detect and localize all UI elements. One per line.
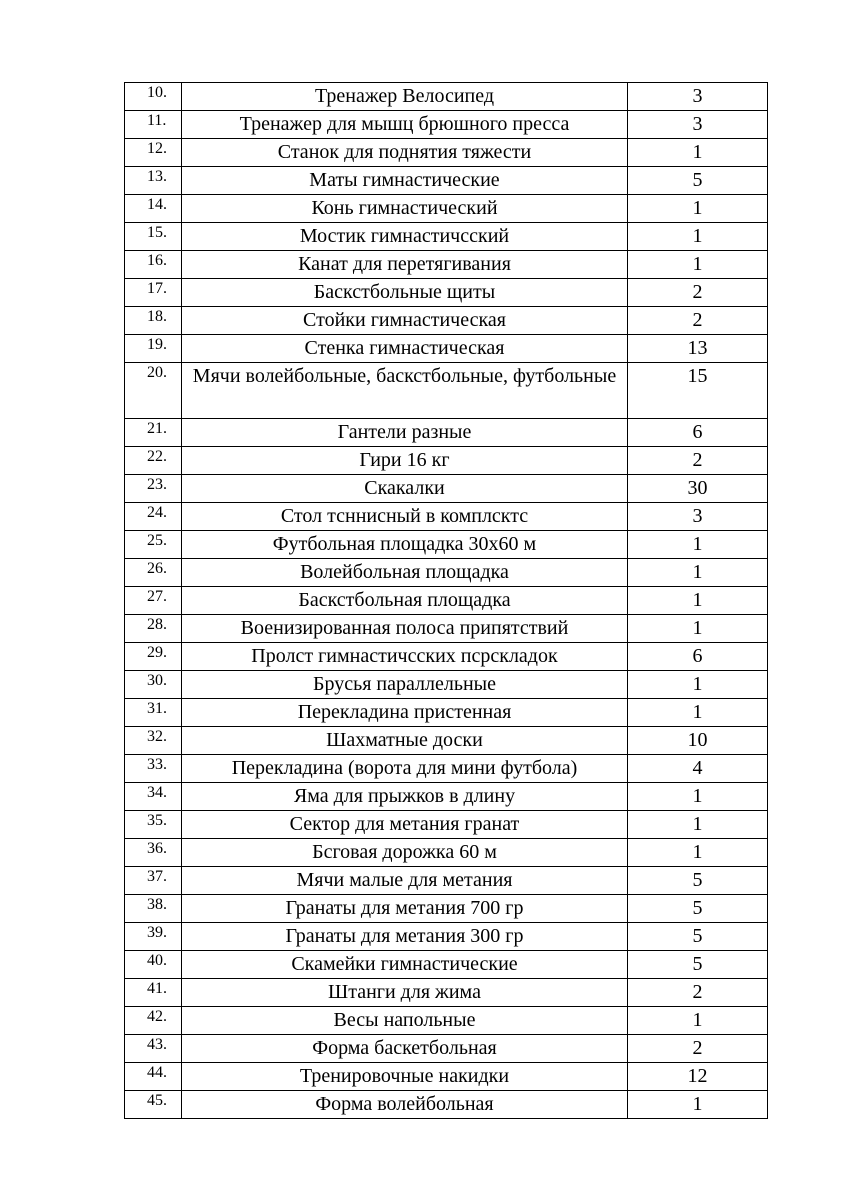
item-name: Тренажер для мышц брюшного пресса <box>182 111 628 139</box>
row-number: 17. <box>125 279 182 307</box>
item-name: Гранаты для метания 700 гр <box>182 895 628 923</box>
item-name: Яма для прыжков в длину <box>182 783 628 811</box>
item-name: Тренировочные накидки <box>182 1063 628 1091</box>
row-number: 38. <box>125 895 182 923</box>
item-quantity: 2 <box>628 447 768 475</box>
item-name: Перекладина (ворота для мини футбола) <box>182 755 628 783</box>
item-name: Мячи волейбольные, баскстбольные, футбольные <box>182 363 628 419</box>
item-quantity: 1 <box>628 223 768 251</box>
equipment-table-body <box>125 83 768 1119</box>
table-row <box>125 251 768 279</box>
table-row <box>125 531 768 559</box>
item-quantity: 5 <box>628 951 768 979</box>
row-number: 22. <box>125 447 182 475</box>
table-row <box>125 699 768 727</box>
row-number: 36. <box>125 839 182 867</box>
row-number: 43. <box>125 1035 182 1063</box>
item-quantity: 1 <box>628 783 768 811</box>
row-number: 37. <box>125 867 182 895</box>
row-number: 42. <box>125 1007 182 1035</box>
table-row <box>125 475 768 503</box>
row-number: 30. <box>125 671 182 699</box>
item-name: Военизированная полоса припятствий <box>182 615 628 643</box>
item-quantity: 2 <box>628 979 768 1007</box>
table-row <box>125 307 768 335</box>
item-name: Баскстбольные щиты <box>182 279 628 307</box>
item-name: Стенка гимнастическая <box>182 335 628 363</box>
row-number: 35. <box>125 811 182 839</box>
item-quantity: 3 <box>628 83 768 111</box>
table-row <box>125 839 768 867</box>
row-number: 16. <box>125 251 182 279</box>
item-quantity: 5 <box>628 895 768 923</box>
table-row <box>125 643 768 671</box>
item-quantity: 2 <box>628 1035 768 1063</box>
item-quantity: 5 <box>628 867 768 895</box>
item-name: Весы напольные <box>182 1007 628 1035</box>
item-name: Стол тсннисный в комплсктс <box>182 503 628 531</box>
item-name: Форма баскетбольная <box>182 1035 628 1063</box>
table-row <box>125 335 768 363</box>
table-row <box>125 587 768 615</box>
row-number: 19. <box>125 335 182 363</box>
table-row <box>125 419 768 447</box>
row-number: 12. <box>125 139 182 167</box>
row-number: 18. <box>125 307 182 335</box>
row-number: 15. <box>125 223 182 251</box>
item-quantity: 5 <box>628 923 768 951</box>
item-name: Станок для поднятия тяжести <box>182 139 628 167</box>
item-quantity: 6 <box>628 643 768 671</box>
item-name: Мячи малые для метания <box>182 867 628 895</box>
table-row <box>125 951 768 979</box>
item-quantity: 13 <box>628 335 768 363</box>
row-number: 45. <box>125 1091 182 1119</box>
table-row <box>125 503 768 531</box>
table-row <box>125 979 768 1007</box>
table-row <box>125 447 768 475</box>
item-name: Форма волейбольная <box>182 1091 628 1119</box>
table-row <box>125 783 768 811</box>
equipment-table <box>124 82 768 1119</box>
item-name: Баскстбольная площадка <box>182 587 628 615</box>
table-row <box>125 167 768 195</box>
table-row <box>125 1007 768 1035</box>
row-number: 27. <box>125 587 182 615</box>
item-name: Бсговая дорожка 60 м <box>182 839 628 867</box>
item-quantity: 5 <box>628 167 768 195</box>
table-row <box>125 279 768 307</box>
item-quantity: 1 <box>628 559 768 587</box>
item-name: Гири 16 кг <box>182 447 628 475</box>
item-quantity: 1 <box>628 811 768 839</box>
item-quantity: 3 <box>628 503 768 531</box>
item-quantity: 3 <box>628 111 768 139</box>
table-row <box>125 1091 768 1119</box>
item-quantity: 12 <box>628 1063 768 1091</box>
row-number: 28. <box>125 615 182 643</box>
row-number: 24. <box>125 503 182 531</box>
row-number: 10. <box>125 83 182 111</box>
item-quantity: 2 <box>628 279 768 307</box>
table-row <box>125 755 768 783</box>
item-name: Тренажер Велосипед <box>182 83 628 111</box>
table-row <box>125 811 768 839</box>
item-quantity: 1 <box>628 195 768 223</box>
table-row <box>125 1063 768 1091</box>
row-number: 20. <box>125 363 182 419</box>
table-row <box>125 195 768 223</box>
item-quantity: 10 <box>628 727 768 755</box>
item-quantity: 1 <box>628 1007 768 1035</box>
item-quantity: 1 <box>628 587 768 615</box>
item-name: Шахматные доски <box>182 727 628 755</box>
row-number: 31. <box>125 699 182 727</box>
row-number: 11. <box>125 111 182 139</box>
item-quantity: 6 <box>628 419 768 447</box>
item-name: Гранаты для метания 300 гр <box>182 923 628 951</box>
item-quantity: 2 <box>628 307 768 335</box>
row-number: 23. <box>125 475 182 503</box>
item-name: Конь гимнастический <box>182 195 628 223</box>
item-name: Волейбольная площадка <box>182 559 628 587</box>
table-row <box>125 223 768 251</box>
item-quantity: 15 <box>628 363 768 419</box>
item-quantity: 1 <box>628 615 768 643</box>
row-number: 32. <box>125 727 182 755</box>
item-quantity: 1 <box>628 531 768 559</box>
table-row <box>125 559 768 587</box>
item-name: Футбольная площадка 30х60 м <box>182 531 628 559</box>
item-name: Перекладина пристенная <box>182 699 628 727</box>
item-quantity: 4 <box>628 755 768 783</box>
table-row <box>125 1035 768 1063</box>
row-number: 26. <box>125 559 182 587</box>
table-row <box>125 363 768 419</box>
item-quantity: 1 <box>628 671 768 699</box>
table-row <box>125 895 768 923</box>
table-row <box>125 727 768 755</box>
table-row <box>125 139 768 167</box>
item-name: Сектор для метания гранат <box>182 811 628 839</box>
item-name: Брусья параллельные <box>182 671 628 699</box>
row-number: 41. <box>125 979 182 1007</box>
row-number: 13. <box>125 167 182 195</box>
row-number: 21. <box>125 419 182 447</box>
item-quantity: 1 <box>628 251 768 279</box>
item-name: Маты гимнастические <box>182 167 628 195</box>
row-number: 14. <box>125 195 182 223</box>
item-name: Канат для перетягивания <box>182 251 628 279</box>
table-row <box>125 923 768 951</box>
item-name: Стойки гимнастическая <box>182 307 628 335</box>
item-name: Гантели разные <box>182 419 628 447</box>
table-row <box>125 83 768 111</box>
table-row <box>125 111 768 139</box>
row-number: 33. <box>125 755 182 783</box>
table-row <box>125 671 768 699</box>
row-number: 44. <box>125 1063 182 1091</box>
row-number: 39. <box>125 923 182 951</box>
item-name: Штанги для жима <box>182 979 628 1007</box>
row-number: 40. <box>125 951 182 979</box>
item-quantity: 1 <box>628 699 768 727</box>
row-number: 25. <box>125 531 182 559</box>
item-quantity: 1 <box>628 139 768 167</box>
item-quantity: 1 <box>628 1091 768 1119</box>
item-quantity: 1 <box>628 839 768 867</box>
row-number: 34. <box>125 783 182 811</box>
item-name: Пролст гимнастичсских псрскладок <box>182 643 628 671</box>
table-row <box>125 867 768 895</box>
item-name: Скамейки гимнастические <box>182 951 628 979</box>
item-name: Скакалки <box>182 475 628 503</box>
item-name: Мостик гимнастичсский <box>182 223 628 251</box>
row-number: 29. <box>125 643 182 671</box>
item-quantity: 30 <box>628 475 768 503</box>
table-row <box>125 615 768 643</box>
